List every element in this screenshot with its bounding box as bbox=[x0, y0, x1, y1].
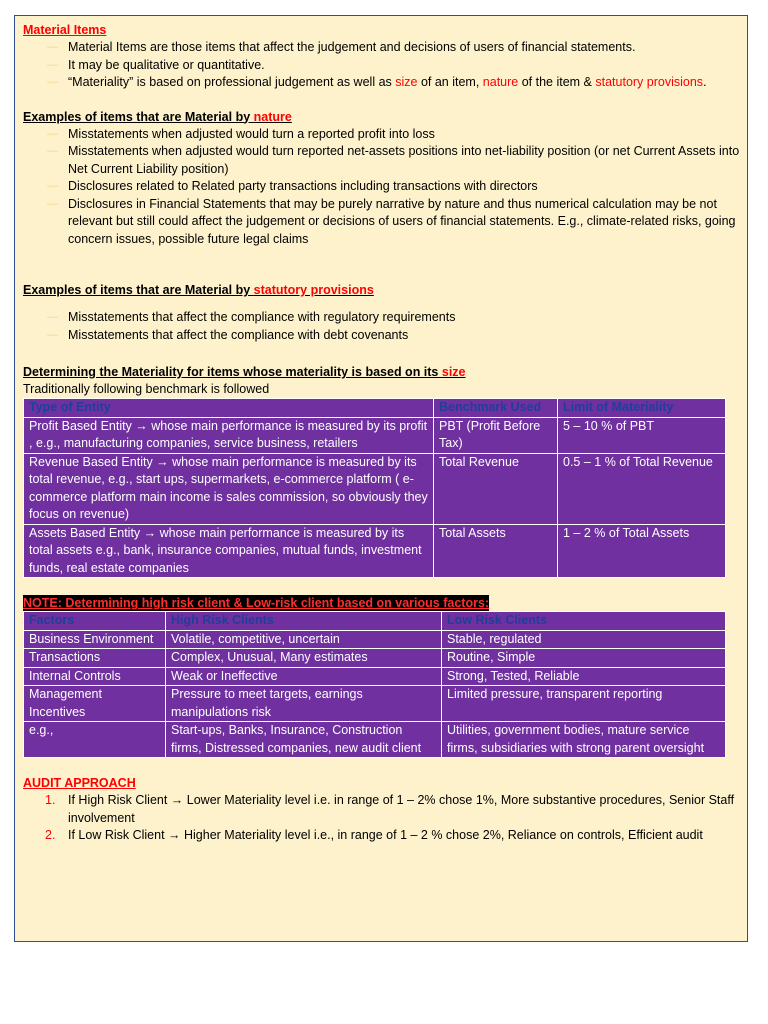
size-heading bbox=[23, 364, 741, 381]
item-text: Misstatements when adjusted would turn reported net-assets positions into net-liability position (or net Current Assets into Net Current Liability position) bbox=[68, 144, 740, 176]
item-text: Misstatements when adjusted would turn a reported profit into loss bbox=[68, 126, 435, 141]
document-page bbox=[14, 15, 748, 942]
table-header-row bbox=[24, 612, 726, 631]
document-content bbox=[23, 22, 741, 845]
list-number: 1. bbox=[45, 793, 56, 807]
dash-bullet-icon: — bbox=[47, 41, 58, 53]
table-cell: 0.5 – 1 % of Total Revenue bbox=[558, 453, 726, 524]
list-item bbox=[23, 309, 741, 327]
table-cell: Limited pressure, transparent reporting bbox=[442, 686, 726, 722]
list-item bbox=[23, 178, 741, 196]
table-cell: Strong, Tested, Reliable bbox=[442, 667, 726, 686]
nature-heading-keyword: nature bbox=[253, 109, 292, 124]
highlight-text: size bbox=[395, 75, 418, 89]
table-cell: 1 – 2 % of Total Assets bbox=[558, 524, 726, 578]
column-header: Limit of Materiality bbox=[558, 399, 726, 418]
material-items-list bbox=[23, 39, 741, 92]
table-cell: Total Assets bbox=[434, 524, 558, 578]
table-row bbox=[24, 630, 726, 649]
dash-bullet-icon: — bbox=[47, 76, 58, 88]
dash-bullet-icon: — bbox=[47, 58, 58, 71]
table-cell: Management Incentives bbox=[24, 686, 166, 722]
dash-bullet-icon: — bbox=[47, 311, 58, 323]
item-text: Misstatements that affect the compliance with debt covenants bbox=[68, 327, 409, 342]
highlight-text: nature bbox=[482, 75, 519, 89]
table-cell: Complex, Unusual, Many estimates bbox=[166, 649, 442, 668]
column-header: Type of Entity bbox=[24, 399, 434, 418]
dash-bullet-icon: — bbox=[47, 127, 58, 140]
column-header: Benchmark Used bbox=[434, 399, 558, 418]
list-item bbox=[23, 57, 741, 75]
column-header: Low Risk Clients bbox=[442, 612, 726, 631]
table-cell: e.g., bbox=[24, 722, 166, 758]
item-text: of the item & bbox=[518, 75, 596, 89]
dash-bullet-icon: — bbox=[47, 197, 58, 210]
size-heading-prefix: Determining the Materiality for items whose materiality is based on its bbox=[23, 365, 442, 379]
table-cell: Utilities, government bodies, mature service firms, subsidiaries with strong parent oversight bbox=[442, 722, 726, 758]
statutory-heading bbox=[23, 282, 741, 299]
list-item bbox=[23, 126, 741, 144]
list-item bbox=[23, 196, 741, 249]
table-row bbox=[24, 686, 726, 722]
table-row bbox=[24, 649, 726, 668]
table-row bbox=[24, 722, 726, 758]
highlight-text: statutory provisions bbox=[595, 75, 704, 89]
table-row bbox=[24, 667, 726, 686]
dash-bullet-icon: — bbox=[47, 180, 58, 192]
item-text: If High Risk Client → Lower Materiality level i.e. in range of 1 – 2% chose 1%, More substantive procedures, Senior Staff involvement bbox=[68, 793, 735, 825]
table-header-row bbox=[24, 399, 726, 418]
item-text: Disclosures related to Related party transactions including transactions with directors bbox=[68, 179, 538, 193]
table-cell: 5 – 10 % of PBT bbox=[558, 417, 726, 453]
size-heading-keyword: size bbox=[441, 365, 466, 379]
item-text: Disclosures in Financial Statements that may be purely narrative by nature and thus numerical calculation may be not relevant but still could affect the judgement or decisions of users of financial statements. E.g., climate-related risks, going concern issues, possible future legal claims bbox=[68, 196, 736, 246]
list-item bbox=[23, 74, 741, 92]
material-items-heading: Material Items bbox=[23, 23, 107, 37]
list-item bbox=[23, 327, 741, 345]
nature-list bbox=[23, 126, 741, 249]
item-text: Material Items are those items that affect the judgement and decisions of users of financial statements. bbox=[68, 40, 636, 54]
list-number: 2. bbox=[45, 828, 56, 842]
item-text: It may be qualitative or quantitative. bbox=[68, 57, 265, 72]
risk-note: NOTE: Determining high risk client & Low-risk client based on various factors: bbox=[23, 596, 490, 610]
nature-heading bbox=[23, 109, 741, 126]
item-text: . bbox=[703, 75, 707, 89]
column-header: Factors bbox=[24, 612, 166, 631]
list-item bbox=[23, 792, 741, 827]
risk-factors-table bbox=[23, 611, 726, 758]
item-text: If Low Risk Client → Higher Materiality level i.e., in range of 1 – 2 % chose 2%, Reliance on controls, Efficient audit bbox=[68, 828, 703, 842]
table-row bbox=[24, 417, 726, 453]
table-cell: Revenue Based Entity → whose main performance is measured by its total revenue, e.g., start ups, supermarkets, e-commerce platform ( e-commerce platform main income is sales commission, so obviously they focus on revenue) bbox=[24, 453, 434, 524]
table-cell: Pressure to meet targets, earnings manipulations risk bbox=[166, 686, 442, 722]
item-text: “Materiality” is based on professional judgement as well as bbox=[68, 75, 396, 89]
list-item bbox=[23, 143, 741, 178]
table-cell: Start-ups, Banks, Insurance, Construction firms, Distressed companies, new audit client bbox=[166, 722, 442, 758]
statutory-heading-prefix: Examples of items that are Material by bbox=[23, 283, 254, 297]
item-text: Misstatements that affect the compliance with regulatory requirements bbox=[68, 310, 456, 324]
table-cell: Stable, regulated bbox=[442, 630, 726, 649]
list-item bbox=[23, 39, 741, 57]
table-cell: Routine, Simple bbox=[442, 649, 726, 668]
materiality-benchmark-table bbox=[23, 398, 726, 578]
audit-approach-list bbox=[23, 792, 741, 845]
table-row bbox=[24, 524, 726, 578]
table-cell: Assets Based Entity → whose main performance is measured by its total assets e.g., bank, insurance companies, mutual funds, investment funds, real estate companies bbox=[24, 524, 434, 578]
audit-approach-heading: AUDIT APPROACH bbox=[23, 776, 136, 790]
dash-bullet-icon: — bbox=[47, 145, 58, 157]
table-cell: Profit Based Entity → whose main performance is measured by its profit , e.g., manufacturing companies, service business, retailers bbox=[24, 417, 434, 453]
size-intro: Traditionally following benchmark is followed bbox=[23, 382, 270, 396]
table-cell: Transactions bbox=[24, 649, 166, 668]
table-cell: Total Revenue bbox=[434, 453, 558, 524]
statutory-heading-keyword: statutory provisions bbox=[253, 283, 374, 297]
table-cell: Volatile, competitive, uncertain bbox=[166, 630, 442, 649]
statutory-list bbox=[23, 309, 741, 344]
table-cell: PBT (Profit Before Tax) bbox=[434, 417, 558, 453]
table-cell: Weak or Ineffective bbox=[166, 667, 442, 686]
column-header: High Risk Clients bbox=[166, 612, 442, 631]
table-cell: Internal Controls bbox=[24, 667, 166, 686]
table-row bbox=[24, 453, 726, 524]
nature-heading-prefix: Examples of items that are Material by bbox=[23, 109, 254, 124]
list-item bbox=[23, 827, 741, 845]
dash-bullet-icon: — bbox=[47, 328, 58, 341]
table-cell: Business Environment bbox=[24, 630, 166, 649]
item-text: of an item, bbox=[417, 75, 483, 89]
